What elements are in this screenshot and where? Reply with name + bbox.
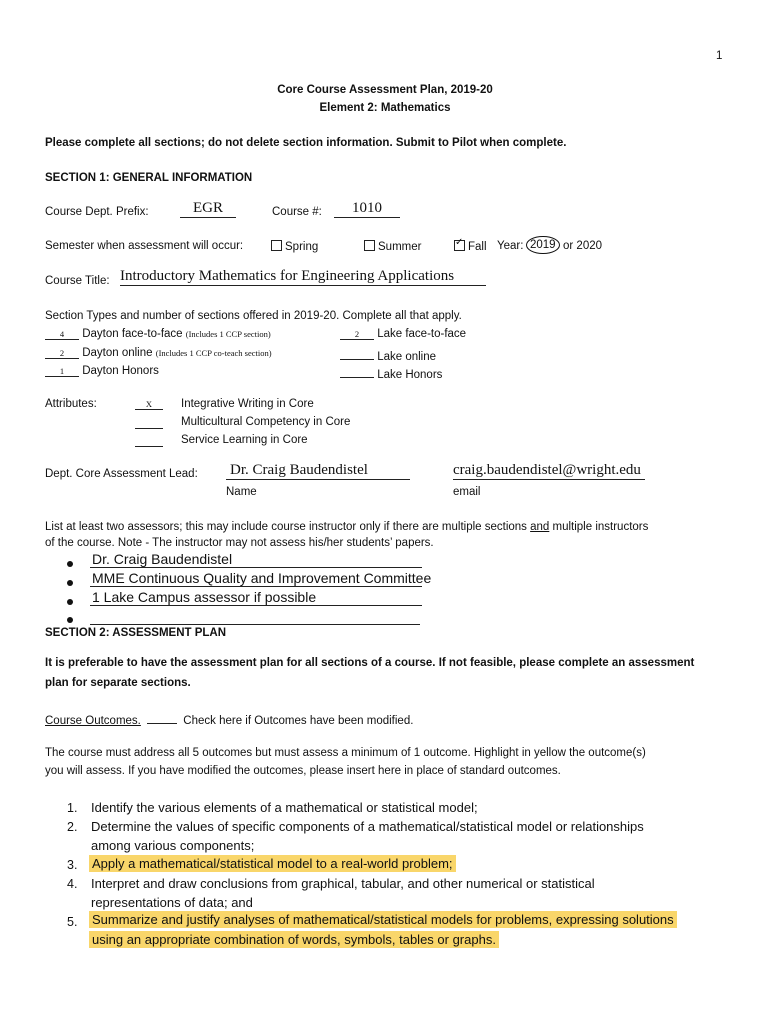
dept-prefix-label: Course Dept. Prefix: bbox=[45, 206, 149, 218]
assessors-intro: List at least two assessors; this may include course instructor only if there are multiple sections and multiple instructors bbox=[45, 521, 649, 533]
outcome-2-line1: Determine the values of specific components of a mathematical/statistical model or relationships bbox=[91, 819, 644, 834]
outcome-5-highlighted-line1: Summarize and justify analyses of mathematical/statistical models for problems, expressing solutions bbox=[89, 911, 677, 928]
outcome-5-num: 5. bbox=[67, 915, 78, 929]
dayton-online-count[interactable]: 2 bbox=[45, 348, 79, 359]
assessor-4[interactable] bbox=[90, 608, 420, 625]
section-types-label: Section Types and number of sections offered in 2019-20. Complete all that apply. bbox=[45, 310, 462, 322]
lake-online-row: Lake online bbox=[340, 347, 436, 363]
outcome-1-num: 1. bbox=[67, 801, 78, 815]
lead-label: Dept. Core Assessment Lead: bbox=[45, 468, 198, 480]
dayton-online-note: (Includes 1 CCP co-teach section) bbox=[155, 348, 272, 358]
preferable-line2: plan for separate sections. bbox=[45, 677, 191, 689]
dayton-online-row: 2 Dayton online (Includes 1 CCP co-teach section) bbox=[45, 347, 272, 359]
outcome-2-line2: among various components; bbox=[91, 838, 255, 853]
email-caption: email bbox=[453, 486, 481, 498]
must-address-line2: you will assess. If you have modified the outcomes, please insert here in place of standard outcomes. bbox=[45, 765, 561, 777]
section2-heading: SECTION 2: ASSESSMENT PLAN bbox=[45, 627, 227, 639]
outcomes-label: Course Outcomes. bbox=[45, 715, 141, 727]
outcome-4-num: 4. bbox=[67, 877, 78, 891]
document-subtitle: Element 2: Mathematics bbox=[319, 102, 451, 114]
outcome-3-num: 3. bbox=[67, 858, 78, 872]
page-number: 1 bbox=[716, 50, 723, 62]
attr-service: Service Learning in Core bbox=[181, 434, 308, 446]
dayton-honors-row: 1 Dayton Honors bbox=[45, 365, 159, 377]
lake-f2f-count[interactable]: 2 bbox=[340, 329, 374, 340]
assessor-3[interactable]: 1 Lake Campus assessor if possible bbox=[90, 589, 422, 606]
name-caption: Name bbox=[226, 486, 257, 498]
year-2019-circled[interactable]: 2019 bbox=[526, 236, 560, 254]
bullet-icon bbox=[67, 617, 73, 623]
dayton-f2f-row: 4 Dayton face-to-face (Includes 1 CCP section) bbox=[45, 328, 271, 340]
lead-name-field[interactable]: Dr. Craig Baudendistel bbox=[226, 462, 410, 480]
spring-checkbox[interactable] bbox=[271, 240, 282, 251]
attr-service-mark[interactable] bbox=[135, 434, 163, 447]
document-title: Core Course Assessment Plan, 2019-20 bbox=[277, 84, 493, 96]
must-address-line1: The course must address all 5 outcomes but must assess a minimum of 1 outcome. Highlight in yellow the outcome(s) bbox=[45, 747, 646, 759]
bullet-icon bbox=[67, 599, 73, 605]
bullet-icon bbox=[67, 580, 73, 586]
attr-multicultural-mark[interactable] bbox=[135, 416, 163, 429]
year-2020: or 2020 bbox=[563, 240, 603, 252]
outcome-4-line1: Interpret and draw conclusions from graphical, tabular, and other numerical or statistical bbox=[91, 876, 595, 891]
attr-writing: Integrative Writing in Core bbox=[181, 398, 314, 410]
dayton-f2f-note: (Includes 1 CCP section) bbox=[185, 329, 271, 339]
spring-option[interactable]: Spring bbox=[271, 240, 318, 253]
fall-option[interactable]: ✓ Fall bbox=[454, 240, 487, 253]
lead-email-field[interactable]: craig.baudendistel@wright.edu bbox=[453, 462, 645, 480]
bullet-icon bbox=[67, 561, 73, 567]
course-title-label: Course Title: bbox=[45, 275, 110, 287]
course-number-field[interactable]: 1010 bbox=[334, 200, 400, 218]
outcome-5-highlighted-line2: using an appropriate combination of words, symbols, tables or graphs. bbox=[89, 931, 499, 948]
lake-honors-count[interactable] bbox=[340, 365, 374, 378]
lake-honors-row: Lake Honors bbox=[340, 365, 442, 381]
dept-prefix-field[interactable]: EGR bbox=[180, 200, 236, 218]
preferable-line1: It is preferable to have the assessment plan for all sections of a course. If not feasible, please complete an assessment bbox=[45, 657, 695, 669]
fall-checkbox-checked[interactable] bbox=[454, 240, 465, 251]
outcome-3-highlighted: Apply a mathematical/statistical model to a real-world problem; bbox=[89, 855, 456, 872]
outcomes-row: Course Outcomes. Check here if Outcomes have been modified. bbox=[45, 712, 413, 727]
semester-label: Semester when assessment will occur: bbox=[45, 240, 244, 252]
course-title-field[interactable]: Introductory Mathematics for Engineering Applications bbox=[120, 268, 486, 286]
course-number-label: Course #: bbox=[272, 206, 322, 218]
outcome-4-line2: representations of data; and bbox=[91, 895, 253, 910]
attr-writing-mark[interactable]: X bbox=[135, 399, 163, 410]
dayton-f2f-count[interactable]: 4 bbox=[45, 329, 79, 340]
dayton-honors-count[interactable]: 1 bbox=[45, 366, 79, 377]
section1-heading: SECTION 1: GENERAL INFORMATION bbox=[45, 172, 253, 184]
year-label: Year: bbox=[497, 240, 524, 252]
assessor-1[interactable]: Dr. Craig Baudendistel bbox=[90, 551, 422, 568]
summer-checkbox[interactable] bbox=[364, 240, 375, 251]
attr-multicultural: Multicultural Competency in Core bbox=[181, 416, 351, 428]
outcomes-modified-check[interactable] bbox=[147, 712, 177, 724]
outcome-2-num: 2. bbox=[67, 820, 78, 834]
assessors-note: of the course. Note - The instructor may not assess his/her students’ papers. bbox=[45, 537, 434, 549]
assessor-2[interactable]: MME Continuous Quality and Improvement Committee bbox=[92, 570, 432, 586]
summer-option[interactable]: Summer bbox=[364, 240, 421, 253]
outcome-1: Identify the various elements of a mathematical or statistical model; bbox=[91, 800, 478, 815]
lake-f2f-row: 2 Lake face-to-face bbox=[340, 328, 466, 340]
instructions: Please complete all sections; do not delete section information. Submit to Pilot when complete. bbox=[45, 137, 567, 149]
attributes-label: Attributes: bbox=[45, 398, 97, 410]
lake-online-count[interactable] bbox=[340, 347, 374, 360]
